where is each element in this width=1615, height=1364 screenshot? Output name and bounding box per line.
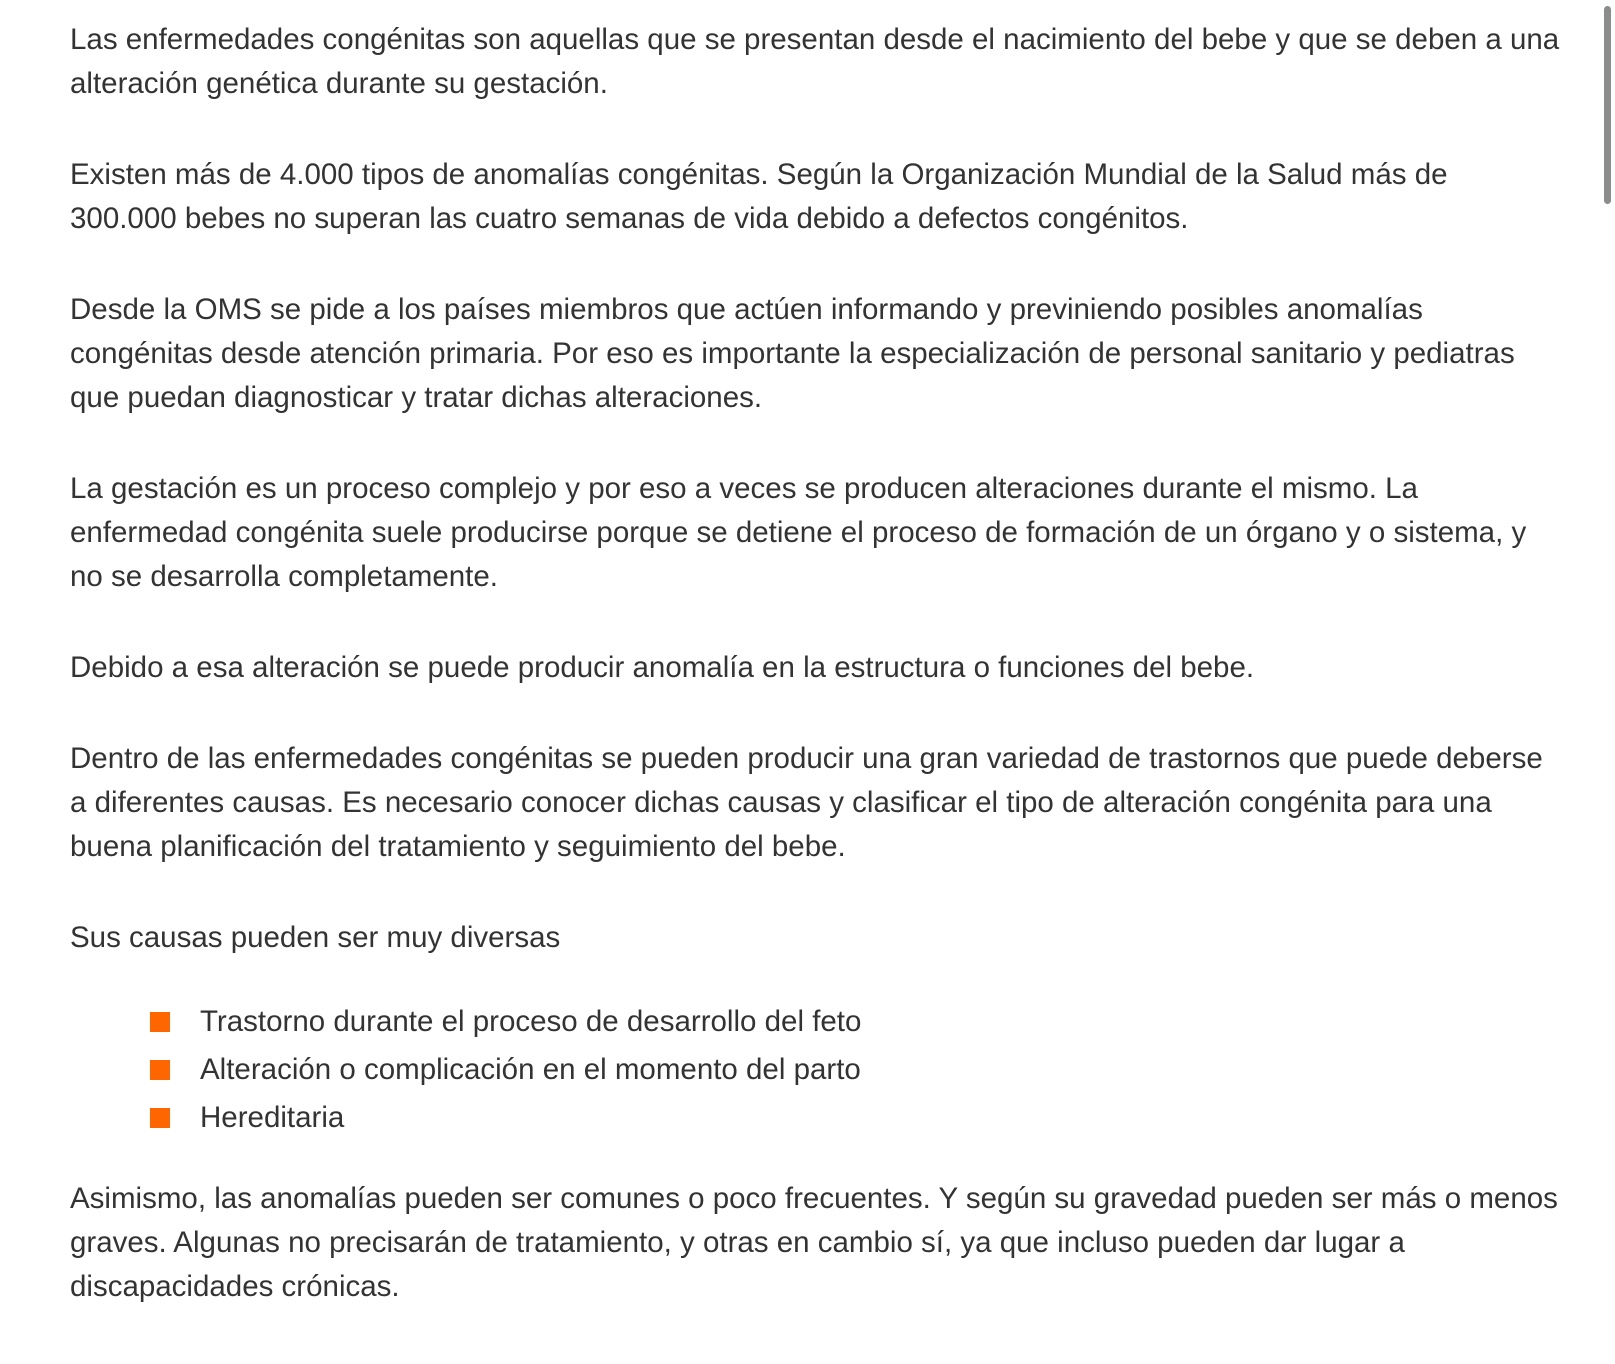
orange-square-bullet-icon xyxy=(150,1108,170,1128)
list-item xyxy=(150,1046,1560,1094)
list-item xyxy=(150,1094,1560,1142)
paragraph-7: Sus causas pueden ser muy diversas xyxy=(70,921,561,954)
orange-square-bullet-icon xyxy=(150,1012,170,1032)
vertical-scrollbar[interactable] xyxy=(1604,6,1611,204)
causes-list xyxy=(150,998,1560,1142)
paragraph-6: Dentro de las enfermedades congénitas se pueden producir una gran variedad de trastornos que puede deberse a diferentes causas. Es necesario conocer dichas causas y clasificar el tipo de alteración congénita para una buena planificación del tratamiento y seguimiento del bebe. xyxy=(70,742,1543,863)
list-item-text: Alteración o complicación en el momento del parto xyxy=(200,1053,861,1086)
paragraph-2: Existen más de 4.000 tipos de anomalías congénitas. Según la Organización Mundial de la Salud más de 300.000 bebes no superan las cuatro semanas de vida debido a defectos congénitos. xyxy=(70,158,1448,235)
list-item xyxy=(150,998,1560,1046)
list-item-text: Hereditaria xyxy=(200,1101,345,1134)
orange-square-bullet-icon xyxy=(150,1060,170,1080)
paragraph-5: Debido a esa alteración se puede producir anomalía en la estructura o funciones del bebe. xyxy=(70,651,1255,684)
list-item-text: Trastorno durante el proceso de desarrollo del feto xyxy=(200,1005,862,1038)
article-body xyxy=(70,18,1560,1309)
paragraph-1: Las enfermedades congénitas son aquellas que se presentan desde el nacimiento del bebe y que se deben a una alteración genética durante su gestación. xyxy=(70,23,1560,100)
paragraph-3: Desde la OMS se pide a los países miembros que actúen informando y previniendo posibles anomalías congénitas desde atención primaria. Por eso es importante la especialización de personal sanitario y pediatras que puedan diagnosticar y tratar dichas alteraciones. xyxy=(70,293,1515,414)
paragraph-4: La gestación es un proceso complejo y por eso a veces se producen alteraciones durante el mismo. La enfermedad congénita suele producirse porque se detiene el proceso de formación de un órgano y o sistema, y no se desarrolla completamente. xyxy=(70,472,1527,593)
closing-paragraph: Asimismo, las anomalías pueden ser comunes o poco frecuentes. Y según su gravedad pueden ser más o menos graves. Algunas no precisarán de tratamiento, y otras en cambio sí, ya que incluso pueden dar lugar a discapacidades crónicas. xyxy=(70,1182,1558,1303)
